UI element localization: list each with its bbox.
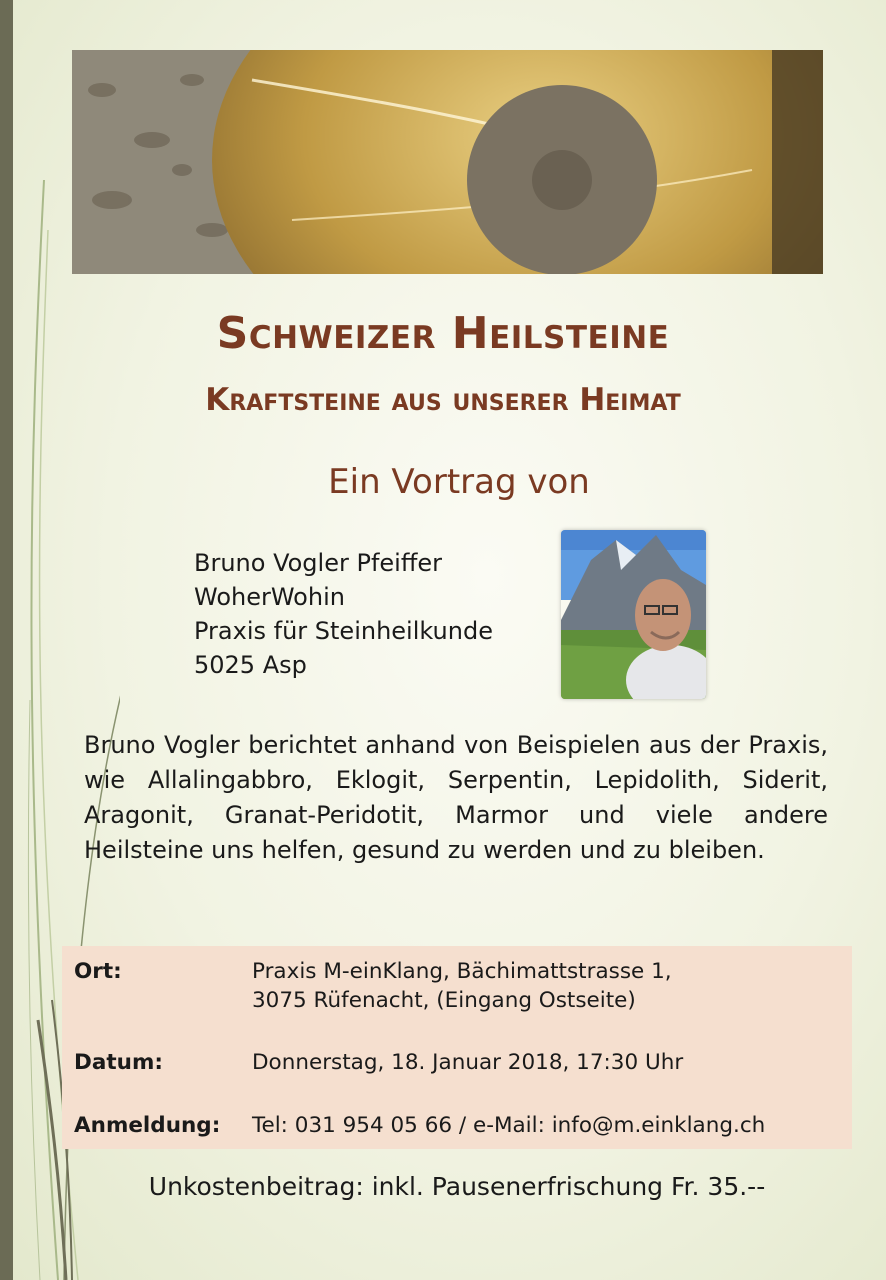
speaker-practice: Praxis für Steinheilkunde — [194, 617, 493, 645]
speaker-name: Bruno Vogler Pfeiffer — [194, 549, 442, 577]
location-label: Ort: — [74, 959, 122, 984]
speaker-organization: WoherWohin — [194, 583, 345, 611]
event-details — [62, 946, 852, 1149]
location-address-line2: 3075 Rüfenacht, (Eingang Ostseite) — [252, 988, 636, 1013]
speaker-photo — [561, 530, 706, 699]
registration-contact: Tel: 031 954 05 66 / e-Mail: info@m.einklang.ch — [252, 1113, 766, 1138]
date-label: Datum: — [74, 1050, 163, 1075]
registration-label: Anmeldung: — [74, 1113, 221, 1138]
page-subtitle: Kraftsteine aus unserer Heimat — [205, 382, 681, 418]
date-value: Donnerstag, 18. Januar 2018, 17:30 Uhr — [252, 1050, 684, 1075]
page-title: Schweizer Heilsteine — [216, 308, 670, 359]
location-address-line1: Praxis M-einKlang, Bächimattstrasse 1, — [252, 959, 672, 984]
intro-heading: Ein Vortrag von — [328, 462, 590, 502]
cost-note: Unkostenbeitrag: inkl. Pausenerfrischung Fr. 35.-- — [148, 1172, 766, 1201]
speaker-info — [194, 546, 493, 682]
speaker-location: 5025 Asp — [194, 651, 307, 679]
header-image-gong — [72, 50, 823, 274]
lecture-description: Bruno Vogler berichtet anhand von Beispielen aus der Praxis, wie Allalingabbro, Eklogit, Serpentin, Lepidolith, Siderit, Aragonit, Granat-Peridotit, Marmor und viele andere Heilsteine uns helfen, gesund zu werden und zu bleiben. — [84, 731, 828, 864]
